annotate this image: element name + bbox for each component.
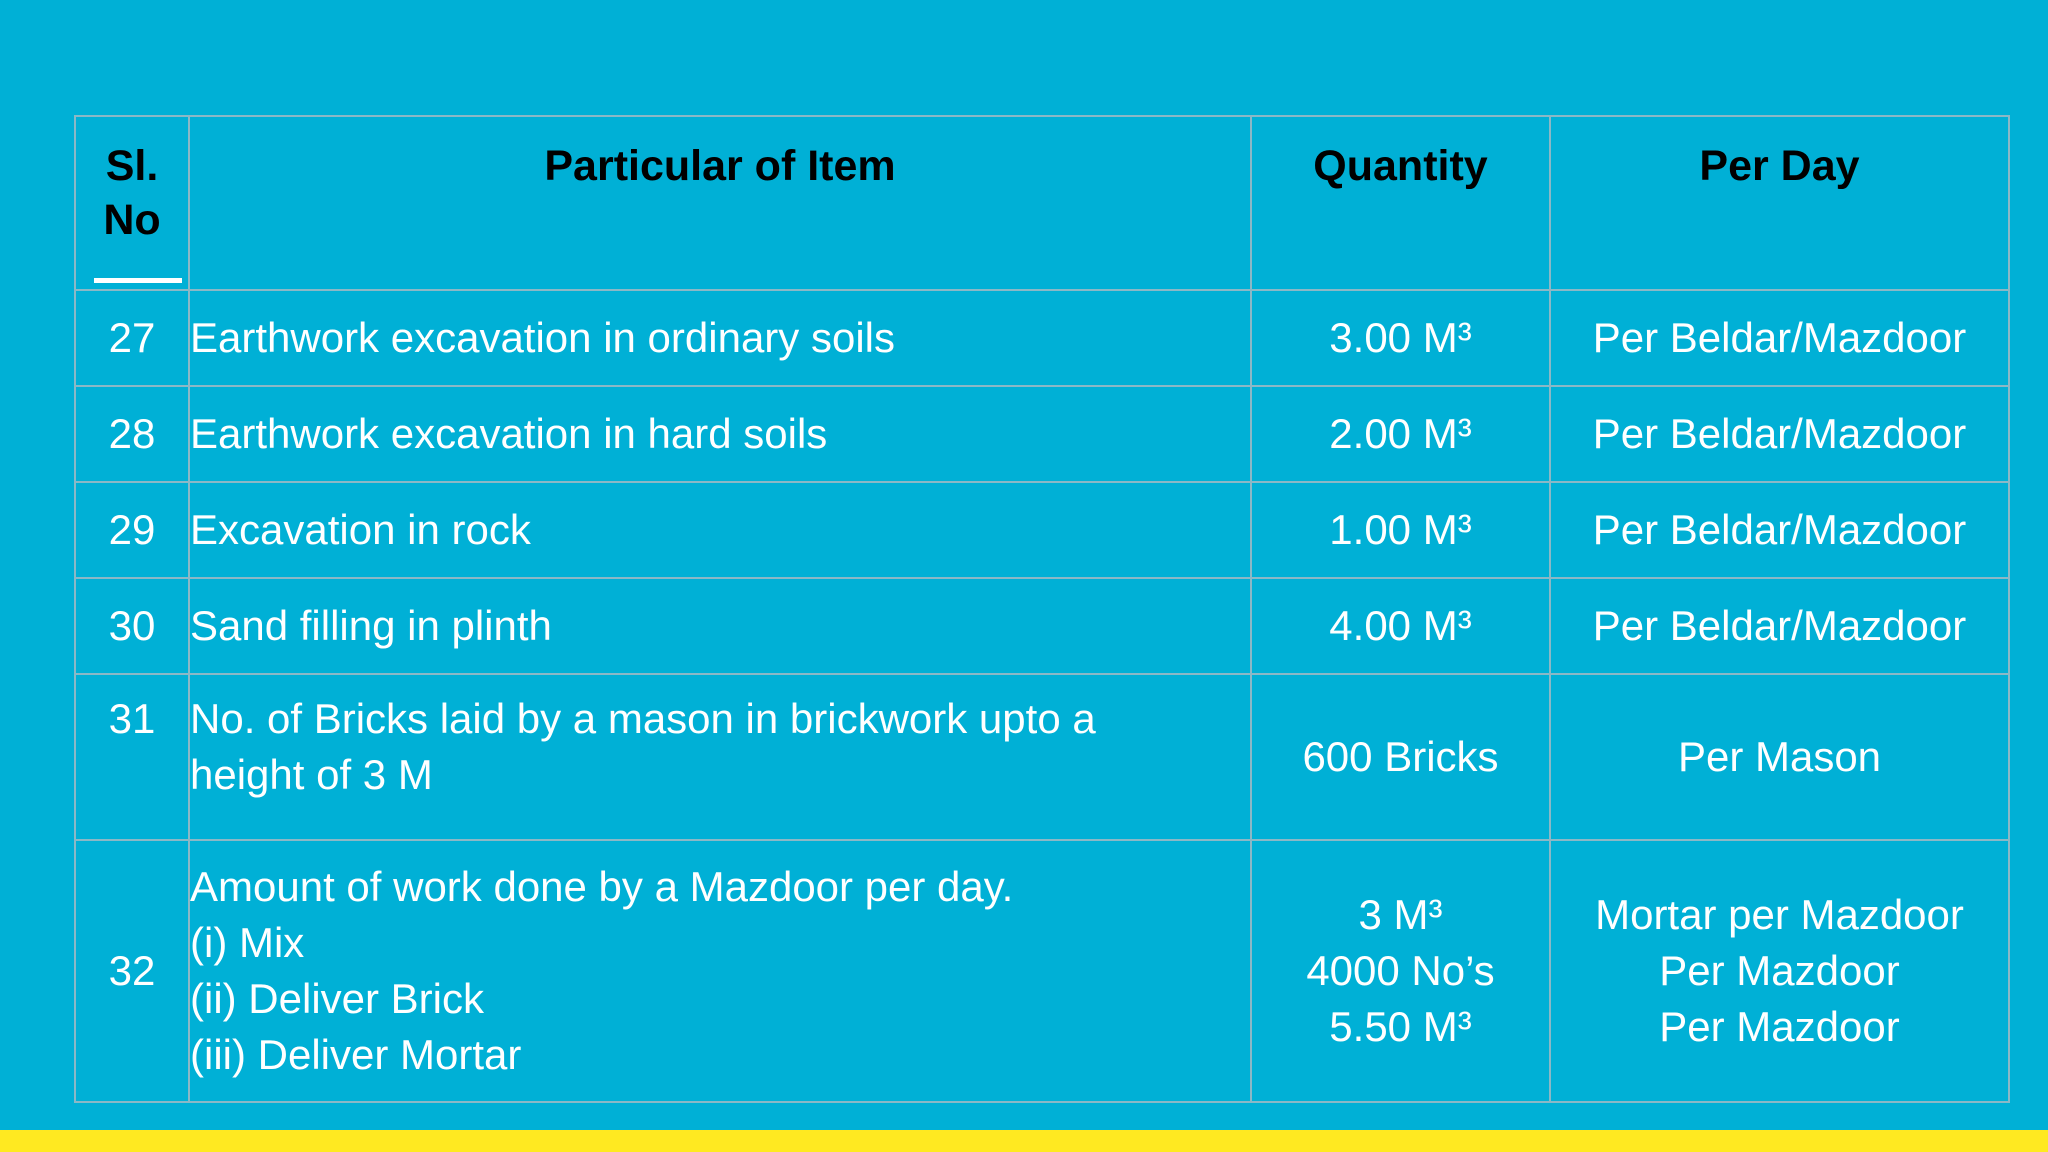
row-per-day-line: Per Mazdoor (1659, 1003, 1900, 1050)
row-item-line: (i) Mix (190, 919, 305, 966)
row-per-day-line: Per Mazdoor (1659, 947, 1900, 994)
row-item-line: (ii) Deliver Brick (190, 975, 484, 1022)
row-sl: 32 (75, 840, 189, 1102)
row-item: Excavation in rock (189, 482, 1251, 578)
table-row (75, 482, 2009, 578)
table-row (75, 386, 2009, 482)
header-underline (94, 278, 182, 283)
row-item-line: Amount of work done by a Mazdoor per day. (190, 863, 1014, 910)
row-item-line: height of 3 M (190, 751, 433, 798)
row-item: Sand filling in plinth (189, 578, 1251, 674)
header-quantity: Quantity (1251, 116, 1550, 290)
table-row (75, 578, 2009, 674)
row-per-day (1550, 840, 2009, 1102)
row-quantity-line: 3 M³ (1358, 891, 1443, 938)
row-quantity: 3.00 M³ (1251, 290, 1550, 386)
row-per-day: Per Beldar/Mazdoor (1550, 386, 2009, 482)
header-sl-line2: No (103, 196, 161, 244)
bottom-accent-bar (0, 1130, 2048, 1152)
row-per-day: Per Mason (1550, 674, 2009, 840)
row-quantity: 4.00 M³ (1251, 578, 1550, 674)
work-output-table (74, 115, 2010, 1103)
row-quantity: 2.00 M³ (1251, 386, 1550, 482)
row-item (189, 674, 1251, 840)
row-sl: 30 (75, 578, 189, 674)
header-item: Particular of Item (189, 116, 1251, 290)
table-row (75, 674, 2009, 840)
header-sl-line1: Sl. (105, 142, 159, 190)
row-quantity (1251, 840, 1550, 1102)
table-header-row (75, 116, 2009, 290)
row-quantity-line: 4000 No’s (1306, 947, 1495, 994)
row-per-day: Per Beldar/Mazdoor (1550, 290, 2009, 386)
row-sl: 28 (75, 386, 189, 482)
row-item-line: (iii) Deliver Mortar (190, 1031, 522, 1078)
row-item (189, 840, 1251, 1102)
header-sl-no (75, 116, 189, 290)
row-quantity: 1.00 M³ (1251, 482, 1550, 578)
row-sl: 27 (75, 290, 189, 386)
table-row (75, 840, 2009, 1102)
header-per-day: Per Day (1550, 116, 2009, 290)
row-sl: 31 (75, 674, 189, 840)
row-per-day: Per Beldar/Mazdoor (1550, 482, 2009, 578)
row-quantity-line: 5.50 M³ (1329, 1003, 1472, 1050)
row-per-day-line: Mortar per Mazdoor (1595, 891, 1964, 938)
row-per-day: Per Beldar/Mazdoor (1550, 578, 2009, 674)
row-item: Earthwork excavation in hard soils (189, 386, 1251, 482)
row-quantity: 600 Bricks (1251, 674, 1550, 840)
row-sl: 29 (75, 482, 189, 578)
row-item-line: No. of Bricks laid by a mason in brickwork upto a (190, 695, 1096, 742)
table-row (75, 290, 2009, 386)
row-item: Earthwork excavation in ordinary soils (189, 290, 1251, 386)
